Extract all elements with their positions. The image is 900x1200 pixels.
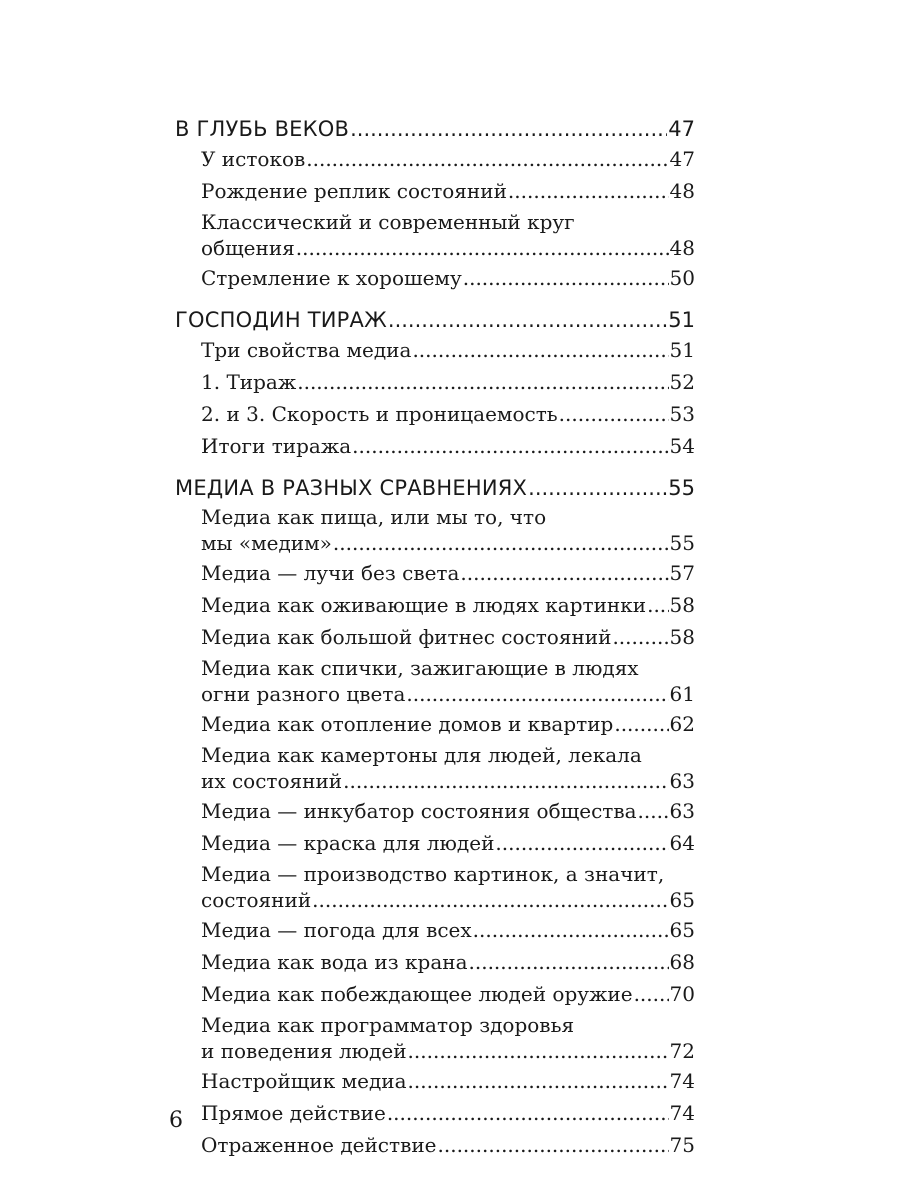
toc-entry-row — [201, 797, 695, 826]
toc-entry-row-label: Медиа как отопление домов и квартир — [201, 712, 614, 736]
section-heading-label: МЕДИА В РАЗНЫХ СРАВНЕНИЯХ — [175, 476, 528, 500]
toc-entry-row-label: Медиа — инкубатор состояния общества — [201, 799, 637, 823]
toc-entry-row-label: общения — [201, 236, 295, 260]
toc-entry — [175, 655, 695, 707]
toc-entry-row — [201, 145, 695, 174]
toc-entry-row — [201, 980, 695, 1009]
toc-entry-row-page: 65 — [669, 918, 695, 942]
section-heading-page: 55 — [668, 476, 695, 500]
toc-entry-row — [201, 400, 695, 429]
toc-entry — [175, 145, 695, 174]
dot-leader — [495, 829, 668, 858]
toc-entry-row-page: 62 — [669, 712, 695, 736]
toc-entry — [175, 710, 695, 739]
toc-entry-row-label: и поведения людей — [201, 1039, 407, 1063]
toc-entry-row — [201, 368, 695, 397]
toc-entry-row — [201, 336, 695, 365]
toc-entry-row-label: Медиа как большой фитнес состояний — [201, 625, 612, 649]
toc-entry-row — [201, 1131, 695, 1160]
toc-entry — [175, 980, 695, 1009]
toc-entry-line: Классический и современный круг — [201, 210, 575, 234]
toc-entry-row-page: 74 — [669, 1101, 695, 1125]
dot-leader — [408, 1067, 669, 1096]
dot-leader — [612, 623, 668, 652]
toc-section — [175, 473, 695, 1160]
section-heading — [175, 114, 695, 144]
toc-entry-row — [201, 916, 695, 945]
dot-leader — [333, 530, 669, 556]
dot-leader — [306, 145, 668, 174]
toc-entry-row-label: огни разного цвета — [201, 682, 406, 706]
toc-entry-row — [201, 681, 695, 707]
toc-entry-row — [201, 1067, 695, 1096]
toc-entry-row-label: мы «медим» — [201, 531, 332, 555]
section-heading-page: 47 — [668, 117, 695, 141]
dot-leader — [412, 336, 668, 365]
toc-entry-line: Медиа как программатор здоровья — [201, 1013, 575, 1037]
dot-leader — [312, 887, 668, 913]
toc-entry-row-label: 1. Тираж — [201, 370, 297, 394]
toc-entry — [175, 948, 695, 977]
toc-entry-row — [201, 887, 695, 913]
toc-entry-row-label: Медиа как вода из крана — [201, 950, 468, 974]
toc-entry — [175, 368, 695, 397]
toc-entry-row-label: Медиа — лучи без света — [201, 561, 460, 585]
toc-entry-row-page: 52 — [669, 370, 695, 394]
toc-entry-row-label: Медиа — погода для всех — [201, 918, 472, 942]
toc-entry-row — [201, 432, 695, 461]
toc-entry-row-label: Отраженное действие — [201, 1133, 437, 1157]
toc-entry-line: Медиа как спички, зажигающие в людях — [201, 656, 639, 680]
section-heading — [175, 473, 695, 503]
toc-entry-row-page: 58 — [669, 625, 695, 649]
toc-entry-row-label: 2. и 3. Скорость и проницаемость — [201, 402, 558, 426]
section-heading — [175, 305, 695, 335]
toc-entry-row — [201, 264, 695, 293]
toc-entry-row — [201, 948, 695, 977]
section-heading-label: ГОСПОДИН ТИРАЖ — [175, 308, 387, 332]
toc-entry-row-page: 48 — [669, 236, 695, 260]
toc-entry-row-page: 47 — [669, 147, 695, 171]
toc-entry-row-label: их состояний — [201, 769, 343, 793]
dot-leader — [508, 177, 669, 206]
toc-entry — [175, 264, 695, 293]
toc-entry-row-page: 55 — [669, 531, 695, 555]
toc-entry-row — [201, 623, 695, 652]
toc-entry-row-page: 63 — [669, 799, 695, 823]
toc-entry-row-page: 58 — [669, 593, 695, 617]
toc-entry — [175, 559, 695, 588]
toc-entry-row-page: 51 — [669, 338, 695, 362]
dot-leader — [614, 710, 668, 739]
toc-entry-row-label: состояний — [201, 888, 312, 912]
toc-entry — [175, 1099, 695, 1128]
toc-entry-row-page: 63 — [669, 769, 695, 793]
toc-entry — [175, 1131, 695, 1160]
toc-section — [175, 114, 695, 293]
toc-entry-row-page: 48 — [669, 179, 695, 203]
dot-leader — [343, 768, 668, 794]
toc-entry-row-label: Три свойства медиа — [201, 338, 412, 362]
dot-leader — [350, 114, 667, 144]
toc-entry — [175, 591, 695, 620]
toc-entry-row-label: Медиа как побеждающее людей оружие — [201, 982, 633, 1006]
toc-entry-row — [201, 591, 695, 620]
dot-leader — [406, 681, 668, 707]
toc-entry — [175, 916, 695, 945]
toc-entry-row — [201, 235, 695, 261]
toc-entry-row-page: 64 — [669, 831, 695, 855]
dot-leader — [460, 559, 668, 588]
toc-entry-row — [201, 768, 695, 794]
toc-entry-row-label: Настройщик медиа — [201, 1069, 407, 1093]
toc-entry — [175, 1012, 695, 1064]
dot-leader — [387, 1099, 669, 1128]
toc-entry-row-page: 53 — [669, 402, 695, 426]
toc-entry-row-label: Прямое действие — [201, 1101, 386, 1125]
toc-entry-row — [201, 559, 695, 588]
dot-leader — [638, 797, 669, 826]
toc-entry-row-page: 50 — [669, 266, 695, 290]
toc-entry-row-page: 75 — [669, 1133, 695, 1157]
dot-leader — [352, 432, 668, 461]
toc-entry — [175, 336, 695, 365]
toc-entry-row-page: 72 — [669, 1039, 695, 1063]
toc-entry — [175, 504, 695, 556]
toc-entry — [175, 177, 695, 206]
toc-entry-row — [201, 829, 695, 858]
toc-entry-row-label: Стремление к хорошему — [201, 266, 462, 290]
toc-entry — [175, 400, 695, 429]
table-of-contents — [175, 114, 695, 1172]
dot-leader — [647, 591, 668, 620]
toc-entry-row — [201, 1038, 695, 1064]
toc-entry-row — [201, 1099, 695, 1128]
toc-entry — [175, 861, 695, 913]
dot-leader — [473, 916, 669, 945]
section-heading-label: В ГЛУБЬ ВЕКОВ — [175, 117, 350, 141]
dot-leader — [388, 305, 667, 335]
dot-leader — [559, 400, 669, 429]
toc-entry-row-page: 57 — [669, 561, 695, 585]
toc-entry-row-page: 68 — [669, 950, 695, 974]
dot-leader — [438, 1131, 669, 1160]
toc-entry — [175, 797, 695, 826]
dot-leader — [634, 980, 669, 1009]
toc-entry-row-page: 54 — [669, 434, 695, 458]
section-heading-page: 51 — [668, 308, 695, 332]
toc-entry — [175, 623, 695, 652]
toc-entry-line: Медиа — производство картинок, а значит, — [201, 862, 665, 886]
toc-entry-row — [201, 710, 695, 739]
dot-leader — [297, 368, 668, 397]
toc-entry-row-page: 61 — [669, 682, 695, 706]
dot-leader — [463, 264, 669, 293]
toc-entry-row-label: Итоги тиража — [201, 434, 352, 458]
toc-entry — [175, 432, 695, 461]
toc-entry-line: Медиа как пища, или мы то, что — [201, 505, 547, 529]
toc-entry-row-page: 74 — [669, 1069, 695, 1093]
toc-entry-row — [201, 530, 695, 556]
toc-section — [175, 305, 695, 461]
toc-entry — [175, 1067, 695, 1096]
toc-entry — [175, 209, 695, 261]
toc-entry-row-label: Рождение реплик состояний — [201, 179, 507, 203]
toc-entry — [175, 829, 695, 858]
toc-entry-row-page: 70 — [669, 982, 695, 1006]
dot-leader — [469, 948, 669, 977]
toc-entry — [175, 742, 695, 794]
toc-entry-row-label: Медиа как оживающие в людях картинки — [201, 593, 647, 617]
dot-leader — [296, 235, 669, 261]
dot-leader — [528, 473, 667, 503]
toc-entry-row-page: 65 — [669, 888, 695, 912]
page-number: 6 — [169, 1108, 183, 1133]
toc-entry-row-label: Медиа — краска для людей — [201, 831, 495, 855]
dot-leader — [408, 1038, 669, 1064]
toc-entry-line: Медиа как камертоны для людей, лекала — [201, 743, 642, 767]
toc-entry-row — [201, 177, 695, 206]
toc-entry-row-label: У истоков — [201, 147, 306, 171]
